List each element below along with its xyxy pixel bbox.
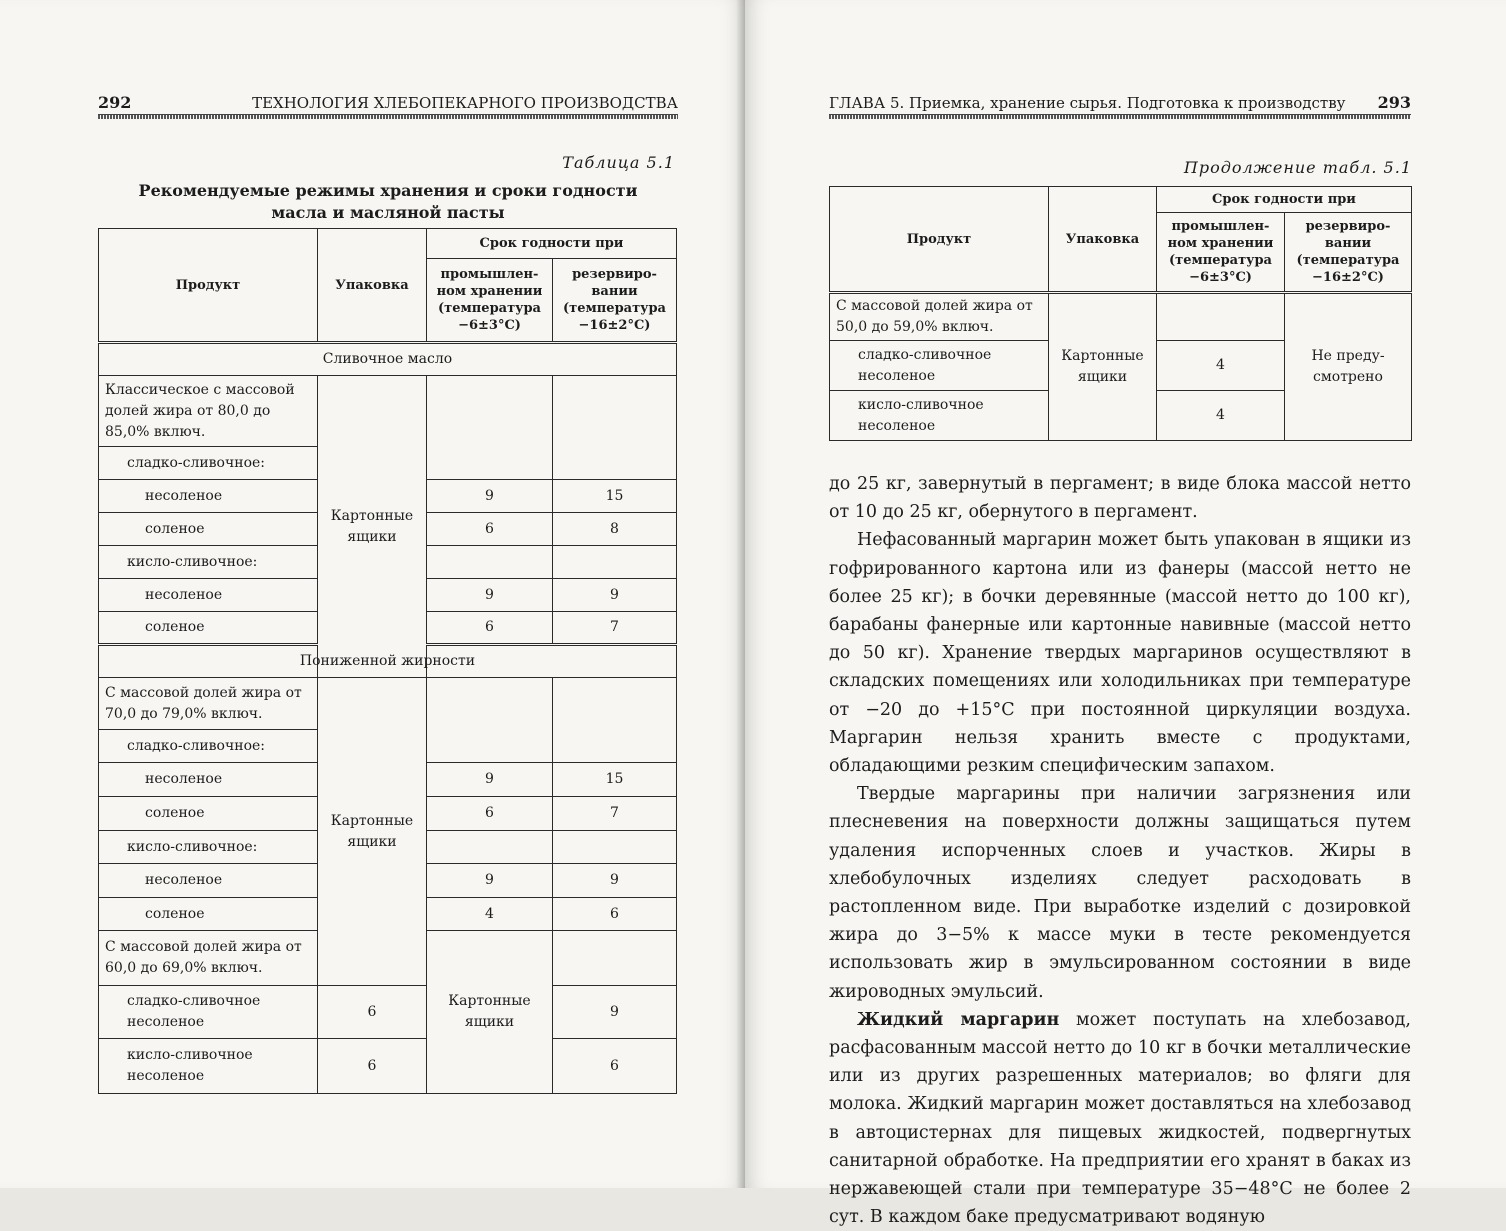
table-title [98,180,678,224]
value-cell: 9 [553,579,677,612]
storage-table-continued [829,186,1412,441]
packaging-cell: Картонные ящики [427,931,553,1094]
header-rule [98,114,678,119]
value-cell: 4 [1157,391,1285,441]
group-label: С массовой долей жира от 50,0 до 59,0% включ. [830,293,1049,341]
value-cell: 15 [553,480,677,513]
value-cell: 9 [553,864,677,898]
header-industrial: промышлен-ном хранении (температура −6±3°C) [427,259,553,343]
section-row: Сливочное масло [99,343,677,376]
value-cell: 7 [553,612,677,645]
right-page [745,0,1506,1228]
subtype-label: кисло-сливочное: [99,546,318,579]
paragraph-text: может поступать на хлебозавод, расфасованным массой нетто до 10 кг в бочки металлические или из других разрешенных материалов; во фляги для молока. Жидкий маргарин может доставляться на хлебозавод в автоцистернах для пищевых жидкостей, подвергнутых санитарной обработке. На предприятии его хранят в баках из нержавеющей стали при температуре 35−48°C не более 2 сут. В каждом баке предусматривают водяную [829,1009,1411,1228]
product-cell: соленое [99,612,318,645]
header-shelf-life: Срок годности при [1157,187,1412,213]
section-row: Пониженной жирности [99,645,677,678]
group-label: С массовой долей жира от 60,0 до 69,0% включ. [99,931,318,986]
product-cell: несоленое [99,864,318,898]
running-title: ТЕХНОЛОГИЯ ХЛЕБОПЕКАРНОГО ПРОИЗВОДСТВА [252,94,678,112]
header-product: Продукт [830,187,1049,293]
value-cell: 6 [427,513,553,546]
header-industrial: промышлен-ном хранении (температура −6±3°C) [1157,213,1285,293]
left-running-head [98,88,678,112]
header-product: Продукт [99,229,318,343]
storage-table [98,228,677,1094]
value-cell: 6 [427,797,553,831]
product-cell: несоленое [99,763,318,797]
header-rule [829,114,1411,119]
subtype-label: кисло-сливочное: [99,831,318,864]
packaging-cell: Картонные ящики [1049,293,1157,441]
table-label: Таблица 5.1 [562,153,675,172]
product-cell: соленое [99,898,318,931]
value-cell: 4 [427,898,553,931]
running-title: ГЛАВА 5. Приемка, хранение сырья. Подготовка к производству [829,94,1346,112]
table-title-line: масла и масляной пасты [271,203,505,222]
page-number: 293 [1377,93,1411,112]
product-cell: кисло-сливочное несоленое [99,1039,318,1094]
product-cell: соленое [99,797,318,831]
value-cell: 6 [318,986,427,1039]
header-reserve: резервиро-вании (температура −16±2°C) [1285,213,1412,293]
value-cell: 6 [427,612,553,645]
product-cell: соленое [99,513,318,546]
body-text [829,470,1411,1231]
subtype-label: сладко-сливочное: [99,730,318,763]
paragraph [829,1006,1411,1231]
bold-term: Жидкий маргарин [857,1009,1060,1030]
value-cell: 4 [1157,341,1285,391]
product-cell: сладко-сливочное несоленое [99,986,318,1039]
value-cell: 15 [553,763,677,797]
value-cell: 9 [427,864,553,898]
value-cell: 6 [553,1039,677,1094]
value-cell: 8 [553,513,677,546]
table-title-line: Рекомендуемые режимы хранения и сроки годности [138,181,638,200]
value-cell: 9 [427,480,553,513]
value-cell: 9 [427,579,553,612]
page-number: 292 [98,93,132,112]
value-cell: 9 [553,986,677,1039]
product-cell: сладко-сливочное несоленое [830,341,1049,391]
value-cell: 9 [427,763,553,797]
product-cell: кисло-сливочное несоленое [830,391,1049,441]
reserve-note: Не преду-смотрено [1285,293,1412,441]
value-cell: 6 [553,898,677,931]
subtype-label: сладко-сливочное: [99,447,318,480]
group-label: Классическое с массовой долей жира от 80,0 до 85,0% включ. [99,376,318,447]
product-cell: несоленое [99,480,318,513]
value-cell: 6 [318,1039,427,1094]
product-cell: несоленое [99,579,318,612]
right-running-head [829,88,1411,112]
packaging-cell: Картонные ящики [318,678,427,986]
paragraph: Нефасованный маргарин может быть упакован в ящики из гофрированного картона или из фанеры (массой нетто не более 25 кг); в бочки деревянные (массой нетто до 100 кг), барабаны фанерные или картонные навивные (массой нетто до 50 кг). Хранение твердых маргаринов осуществляют в складских помещениях или холодильниках при температуре от −20 до +15°C при постоянной циркуляции воздуха. Маргарин нельзя хранить вместе с продуктами, обладающими резким специфическим запахом. [829,530,1411,777]
table-continuation-label: Продолжение табл. 5.1 [1183,158,1412,177]
header-shelf-life: Срок годности при [427,229,677,259]
paragraph: до 25 кг, завернутый в пергамент; в виде блока массой нетто от 10 до 25 кг, обернутого в пергамент. [829,474,1411,523]
left-page [0,0,745,1188]
packaging-cell: Картонные ящики [318,376,427,678]
value-cell: 7 [553,797,677,831]
header-packaging: Упаковка [1049,187,1157,293]
group-label: С массовой долей жира от 70,0 до 79,0% включ. [99,678,318,730]
paragraph: Твердые маргарины при наличии загрязнения или плесневения на поверхности должны защищаться путем удаления испорченных слоев и участков. Жиры в хлебобулочных изделиях следует расходовать в растопленном виде. При выработке изделий с дозировкой жира до 3−5% к массе муки в тесте рекомендуется использовать жир в эмульсированном состоянии в виде жироводных эмульсий. [829,784,1411,1002]
header-reserve: резервиро-вании (температура −16±2°C) [553,259,677,343]
header-packaging: Упаковка [318,229,427,343]
